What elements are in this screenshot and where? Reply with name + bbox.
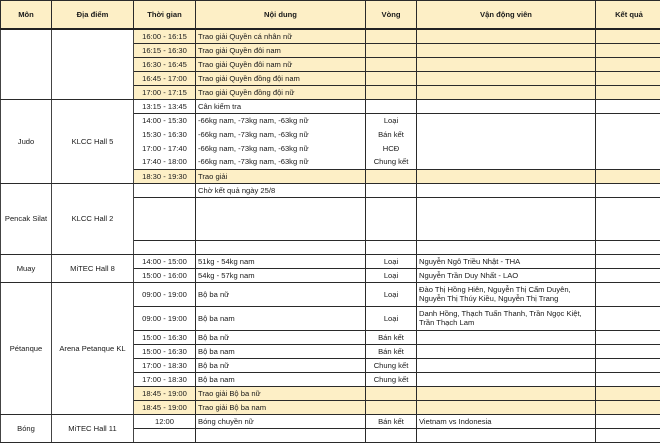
content-cell: Bộ ba nữ: [196, 358, 366, 372]
content-cell: -66kg nam, -73kg nam, -63kg nữ: [196, 113, 366, 127]
header-athletes: Vận động viên: [417, 1, 596, 30]
content-cell: Trao giải Quyền cá nhân nữ: [196, 29, 366, 43]
result-cell: [596, 372, 660, 386]
table-row: [1, 29, 660, 43]
venue-cell: MiTEC Hall 8: [52, 254, 134, 282]
sport-cell: Muay: [1, 254, 52, 282]
table-row: [1, 254, 660, 268]
time-cell: [134, 240, 196, 254]
sport-cell: [1, 29, 52, 99]
content-cell: Cân kiểm tra: [196, 99, 366, 113]
content-cell: Bộ ba nữ: [196, 330, 366, 344]
result-cell: [596, 414, 660, 428]
sport-cell: Pencak Silat: [1, 183, 52, 254]
time-cell: 16:45 - 17:00: [134, 71, 196, 85]
venue-cell: [52, 29, 134, 99]
round-cell: [366, 240, 417, 254]
athletes-cell: [417, 29, 596, 43]
venue-cell: KLCC Hall 2: [52, 183, 134, 254]
table-row: [1, 282, 660, 306]
round-cell: Chung kết: [366, 358, 417, 372]
result-cell: [596, 99, 660, 113]
result-cell: [596, 155, 660, 169]
content-cell: 51kg - 54kg nam: [196, 254, 366, 268]
result-cell: [596, 29, 660, 43]
athletes-cell: [417, 127, 596, 141]
content-cell: [196, 240, 366, 254]
athletes-cell: [417, 85, 596, 99]
content-cell: -66kg nam, -73kg nam, -63kg nữ: [196, 155, 366, 169]
round-cell: [366, 197, 417, 240]
venue-cell: Arena Petanque KL: [52, 282, 134, 414]
round-cell: [366, 85, 417, 99]
header-venue: Địa điểm: [52, 1, 134, 30]
content-cell: Trao giải Quyền đồng đội nữ: [196, 85, 366, 99]
athletes-cell: [417, 358, 596, 372]
time-cell: 09:00 - 19:00: [134, 282, 196, 306]
time-cell: 17:00 - 18:30: [134, 372, 196, 386]
athletes-cell: [417, 155, 596, 169]
athletes-cell: Nguyễn Trần Duy Nhất - LAO: [417, 268, 596, 282]
time-cell: 17:00 - 17:15: [134, 85, 196, 99]
venue-cell: MiTEC Hall 11: [52, 414, 134, 442]
content-cell: Bộ ba nữ: [196, 282, 366, 306]
time-cell: 16:30 - 16:45: [134, 57, 196, 71]
table-row: [1, 99, 660, 113]
round-cell: [366, 99, 417, 113]
athletes-cell: [417, 113, 596, 127]
content-cell: Bóng chuyền nữ: [196, 414, 366, 428]
round-cell: [366, 386, 417, 400]
round-cell: [366, 71, 417, 85]
athletes-cell: [417, 43, 596, 57]
round-cell: Loại: [366, 268, 417, 282]
round-cell: [366, 169, 417, 183]
athletes-cell: [417, 183, 596, 197]
round-cell: Loại: [366, 254, 417, 268]
time-cell: [134, 428, 196, 442]
athletes-cell: [417, 169, 596, 183]
content-cell: 54kg - 57kg nam: [196, 268, 366, 282]
venue-cell: KLCC Hall 5: [52, 99, 134, 183]
time-cell: 13:15 - 13:45: [134, 99, 196, 113]
athletes-cell: Nguyễn Ngô Triều Nhật - THA: [417, 254, 596, 268]
table-row: [1, 414, 660, 428]
result-cell: [596, 344, 660, 358]
result-cell: [596, 330, 660, 344]
content-cell: Trao giải Quyền đồng đội nam: [196, 71, 366, 85]
result-cell: [596, 254, 660, 268]
time-cell: 18:30 - 19:30: [134, 169, 196, 183]
content-cell: -66kg nam, -73kg nam, -63kg nữ: [196, 127, 366, 141]
result-cell: [596, 183, 660, 197]
athletes-cell: [417, 428, 596, 442]
header-time: Thời gian: [134, 1, 196, 30]
time-cell: 12:00: [134, 414, 196, 428]
athletes-cell: [417, 99, 596, 113]
header-content: Nội dung: [196, 1, 366, 30]
athletes-cell: [417, 240, 596, 254]
time-cell: 17:00 - 17:40: [134, 141, 196, 155]
time-cell: 15:30 - 16:30: [134, 127, 196, 141]
content-cell: Bộ ba nam: [196, 372, 366, 386]
time-cell: 18:45 - 19:00: [134, 400, 196, 414]
content-cell: [196, 428, 366, 442]
round-cell: Bán kết: [366, 344, 417, 358]
sport-cell: Pétanque: [1, 282, 52, 414]
result-cell: [596, 43, 660, 57]
time-cell: 15:00 - 16:30: [134, 330, 196, 344]
time-cell: 18:45 - 19:00: [134, 386, 196, 400]
content-cell: Bộ ba nam: [196, 306, 366, 330]
result-cell: [596, 113, 660, 127]
athletes-cell: [417, 141, 596, 155]
round-cell: HCĐ: [366, 141, 417, 155]
time-cell: [134, 183, 196, 197]
result-cell: [596, 169, 660, 183]
result-cell: [596, 141, 660, 155]
content-cell: Chờ kết quả ngày 25/8: [196, 183, 366, 197]
content-cell: Trao giải Bộ ba nữ: [196, 386, 366, 400]
round-cell: Loại: [366, 113, 417, 127]
table-row: [1, 183, 660, 197]
result-cell: [596, 358, 660, 372]
sport-cell: Bóng: [1, 414, 52, 442]
time-cell: 16:15 - 16:30: [134, 43, 196, 57]
result-cell: [596, 85, 660, 99]
round-cell: [366, 183, 417, 197]
time-cell: [134, 197, 196, 240]
athletes-cell: [417, 372, 596, 386]
schedule-body: [1, 29, 660, 442]
time-cell: 15:00 - 16:00: [134, 268, 196, 282]
result-cell: [596, 386, 660, 400]
athletes-cell: [417, 71, 596, 85]
result-cell: [596, 240, 660, 254]
header-result: Kết quả: [596, 1, 660, 30]
time-cell: 17:00 - 18:30: [134, 358, 196, 372]
round-cell: Chung kết: [366, 155, 417, 169]
round-cell: Bán kết: [366, 414, 417, 428]
result-cell: [596, 268, 660, 282]
result-cell: [596, 428, 660, 442]
result-cell: [596, 306, 660, 330]
header-round: Vòng: [366, 1, 417, 30]
athletes-cell: [417, 197, 596, 240]
result-cell: [596, 127, 660, 141]
content-cell: [196, 197, 366, 240]
athletes-cell: [417, 400, 596, 414]
result-cell: [596, 57, 660, 71]
athletes-cell: Vietnam vs Indonesia: [417, 414, 596, 428]
round-cell: [366, 43, 417, 57]
time-cell: 14:00 - 15:00: [134, 254, 196, 268]
result-cell: [596, 400, 660, 414]
round-cell: [366, 57, 417, 71]
header-sport: Môn: [1, 1, 52, 30]
round-cell: Chung kết: [366, 372, 417, 386]
athletes-cell: Đào Thị Hồng Hiên, Nguyễn Thị Cẩm Duyên, Nguyễn Thị Thúy Kiều, Nguyễn Thị Trang: [417, 282, 596, 306]
content-cell: Trao giải Bộ ba nam: [196, 400, 366, 414]
round-cell: [366, 29, 417, 43]
athletes-cell: [417, 386, 596, 400]
content-cell: Bộ ba nam: [196, 344, 366, 358]
athletes-cell: [417, 57, 596, 71]
result-cell: [596, 71, 660, 85]
round-cell: Loại: [366, 306, 417, 330]
time-cell: 15:00 - 16:30: [134, 344, 196, 358]
content-cell: -66kg nam, -73kg nam, -63kg nữ: [196, 141, 366, 155]
time-cell: 17:40 - 18:00: [134, 155, 196, 169]
time-cell: 14:00 - 15:30: [134, 113, 196, 127]
sport-cell: Judo: [1, 99, 52, 183]
round-cell: Bán kết: [366, 127, 417, 141]
result-cell: [596, 197, 660, 240]
time-cell: 09:00 - 19:00: [134, 306, 196, 330]
athletes-cell: [417, 330, 596, 344]
content-cell: Trao giải Quyền đôi nam nữ: [196, 57, 366, 71]
round-cell: Bán kết: [366, 330, 417, 344]
result-cell: [596, 282, 660, 306]
header-row: [1, 1, 660, 30]
athletes-cell: Danh Hồng, Thạch Tuấn Thanh, Trần Ngọc Kiệt, Trần Thạch Lam: [417, 306, 596, 330]
round-cell: Loại: [366, 282, 417, 306]
time-cell: 16:00 - 16:15: [134, 29, 196, 43]
round-cell: [366, 400, 417, 414]
athletes-cell: [417, 344, 596, 358]
content-cell: Trao giải: [196, 169, 366, 183]
round-cell: [366, 428, 417, 442]
content-cell: Trao giải Quyền đôi nam: [196, 43, 366, 57]
